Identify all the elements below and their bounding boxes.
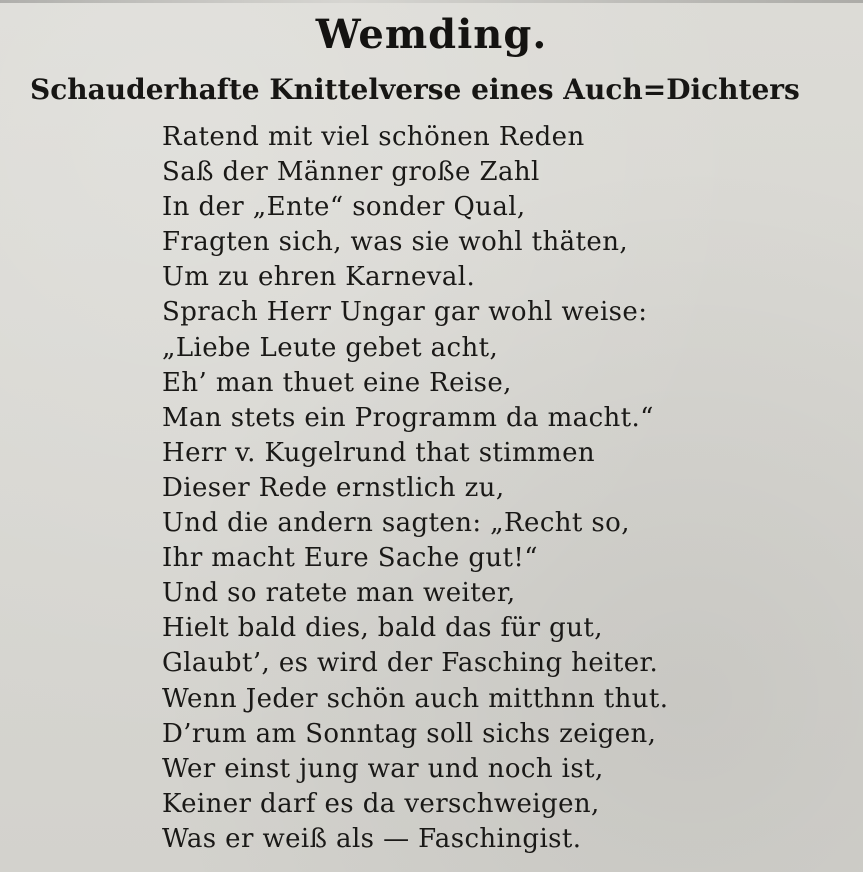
- poem-line: Sprach Herr Ungar gar wohl weise:: [162, 297, 648, 328]
- poem-line: Eh’ man thuet eine Reise,: [162, 367, 512, 398]
- poem-line: Ihr macht Eure Sache gut!“: [162, 543, 538, 574]
- poem-line: Um zu ehren Karneval.: [162, 262, 476, 293]
- poem-line: Glaubt’, es wird der Fasching heiter.: [162, 648, 659, 679]
- poem-line: Fragten sich, was sie wohl thäten,: [162, 227, 628, 258]
- top-rule: [0, 0, 863, 3]
- document-title: Wemding.: [315, 11, 548, 58]
- poem-line: Herr v. Kugelrund that stimmen: [162, 437, 596, 468]
- poem-line: Ratend mit viel schönen Reden: [162, 122, 585, 152]
- poem-line: In der „Ente“ sonder Qual,: [162, 192, 526, 223]
- poem-line: Hielt bald dies, bald das für gut,: [162, 613, 603, 644]
- poem-line: Dieser Rede ernstlich zu,: [162, 472, 505, 503]
- poem-line: Man stets ein Programm da macht.“: [162, 402, 654, 433]
- poem-line: „Liebe Leute gebet acht,: [162, 332, 499, 363]
- poem-line: Saß der Männer große Zahl: [162, 157, 540, 188]
- poem-line: Was er weiß als — Faschingist.: [162, 823, 582, 854]
- poem-line: Wer einst jung war und noch ist,: [162, 753, 604, 784]
- poem-line: Keiner darf es da verschweigen,: [162, 788, 600, 819]
- poem-line: Und die andern sagten: „Recht so,: [162, 508, 630, 539]
- poem-line: D’rum am Sonntag soll sichs zeigen,: [162, 718, 657, 749]
- poem-line: Und so ratete man weiter,: [162, 578, 516, 609]
- poem-line: Wenn Jeder schön auch mitthnn thut.: [162, 683, 669, 714]
- poem: [162, 120, 852, 857]
- document-subtitle: Schauderhafte Knittelverse eines Auch=Dichters: [30, 73, 800, 106]
